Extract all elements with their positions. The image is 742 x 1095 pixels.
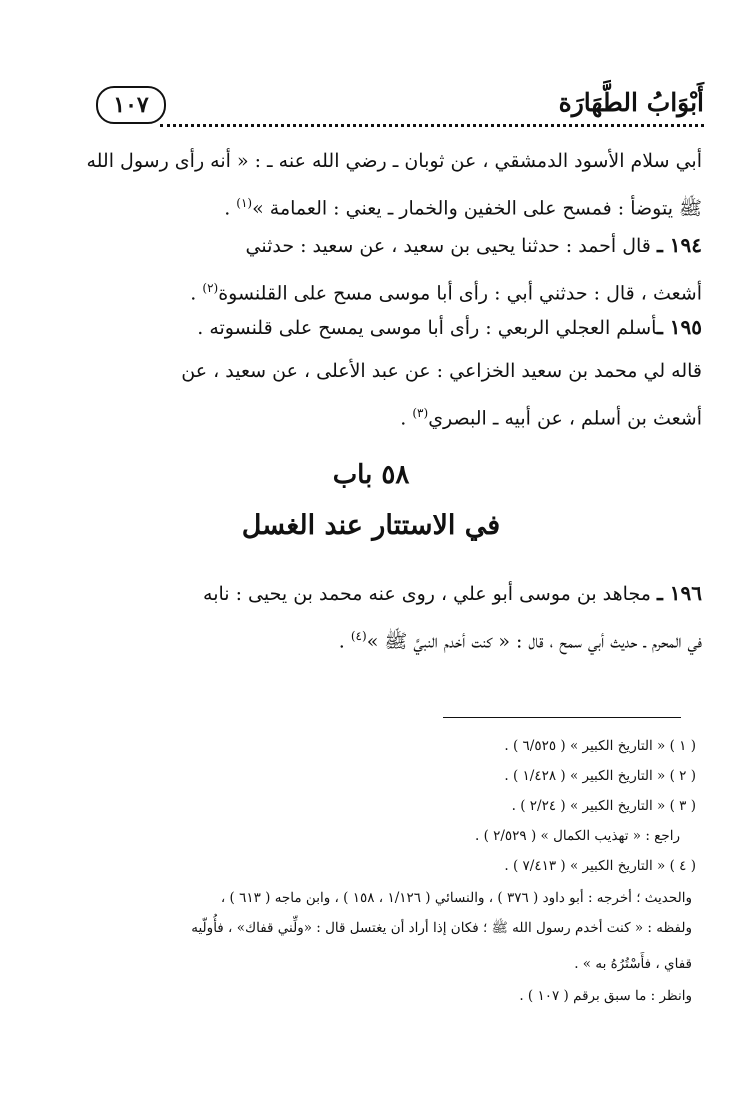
text-line: قاله لي محمد بن سعيد الخزاعي : عن عبد الأعلى ، عن سعيد ، عن <box>181 360 702 382</box>
hadith-number: ١٩٦ ـ <box>656 581 702 605</box>
page-header <box>94 84 704 130</box>
text-segment: في المحرم ـ حديث أبي سمح ، قال : « كنت أخدم النبيَّ ﷺ » <box>366 630 702 653</box>
chapter-title: في الاستتار عند الغسل <box>241 510 501 541</box>
text-line <box>46 182 702 229</box>
running-title: أَبْوَابُ الطَّهَارَة <box>558 88 704 117</box>
footnote-3-note: راجع : « تهذيب الكمال » ( ٢/٥٢٩ ) . <box>474 828 680 844</box>
text-line <box>46 224 702 267</box>
paragraph-continuation <box>46 140 702 229</box>
text-segment: ﷺ يتوضأ : فمسح على الخفين والخمار ـ يعني : العمامة » <box>252 197 702 220</box>
hadith-195 <box>46 306 702 349</box>
text-line <box>46 615 702 662</box>
page-number: ١٠٧ <box>96 86 166 124</box>
text-segment: أسلم العجلي الربعي : رأى أبا موسى يمسح على قلنسوته . <box>197 317 657 339</box>
text-line <box>46 572 702 615</box>
footnote-4-line: ولفظه : « كنت أخدم رسول الله ﷺ ؛ فكان إذا أراد أن يغتسل قال : «ولِّني قفاك» ، فأُولّيه <box>191 920 692 936</box>
text-segment: . <box>224 197 237 220</box>
paragraph-isnad <box>46 350 702 439</box>
header-rule <box>160 124 704 127</box>
footnote-ref: (٢) <box>202 281 219 295</box>
text-segment: . <box>338 630 351 653</box>
text-line <box>46 306 702 349</box>
hadith-194 <box>46 224 702 314</box>
hadith-196 <box>46 572 702 662</box>
footnote-ref: (٣) <box>412 406 429 420</box>
footnote-separator <box>443 717 681 718</box>
text-line <box>46 392 702 439</box>
hadith-number: ١٩٤ ـ <box>656 233 702 257</box>
text-segment: أشعث ، قال : حدثني أبي : رأى أبا موسى مسح على القلنسوة <box>218 282 702 305</box>
hadith-number: ١٩٥ ـ <box>656 315 702 339</box>
footnote-1: ( ١ ) « التاريخ الكبير » ( ٦/٥٢٥ ) . <box>504 738 696 754</box>
text-segment: قال أحمد : حدثنا يحيى بن سعيد ، عن سعيد : حدثني <box>245 235 657 257</box>
footnote-4-line: وانظر : ما سبق برقم ( ١٠٧ ) . <box>519 988 692 1004</box>
footnote-4: ( ٤ ) « التاريخ الكبير » ( ٧/٤١٣ ) . <box>504 858 696 874</box>
footnote-4-line: قفاي ، فأَسْتُرُهُ به » . <box>574 956 692 972</box>
text-segment: . <box>190 282 203 305</box>
text-line: أبي سلام الأسود الدمشقي ، عن ثوبان ـ رضي الله عنه ـ : « أنه رأى رسول الله <box>86 150 702 172</box>
text-segment: . <box>400 407 413 430</box>
footnote-2: ( ٢ ) « التاريخ الكبير » ( ١/٤٢٨ ) . <box>504 768 696 784</box>
text-segment: مجاهد بن موسى أبو علي ، روى عنه محمد بن يحيى : نابه <box>203 583 657 605</box>
text-segment: أشعث بن أسلم ، عن أبيه ـ البصري <box>428 407 702 430</box>
footnote-ref: (٤) <box>350 629 367 643</box>
chapter-number: ٥٨ باب <box>332 460 410 490</box>
footnote-4-line: والحديث ؛ أخرجه : أبو داود ( ٣٧٦ ) ، والنسائي ( ١/١٢٦ ، ١٥٨ ) ، وابن ماجه ( ٦١٣ ) ، <box>220 890 692 906</box>
footnote-ref: (١) <box>236 196 253 210</box>
footnote-3: ( ٣ ) « التاريخ الكبير » ( ٢/٢٤ ) . <box>511 798 696 814</box>
